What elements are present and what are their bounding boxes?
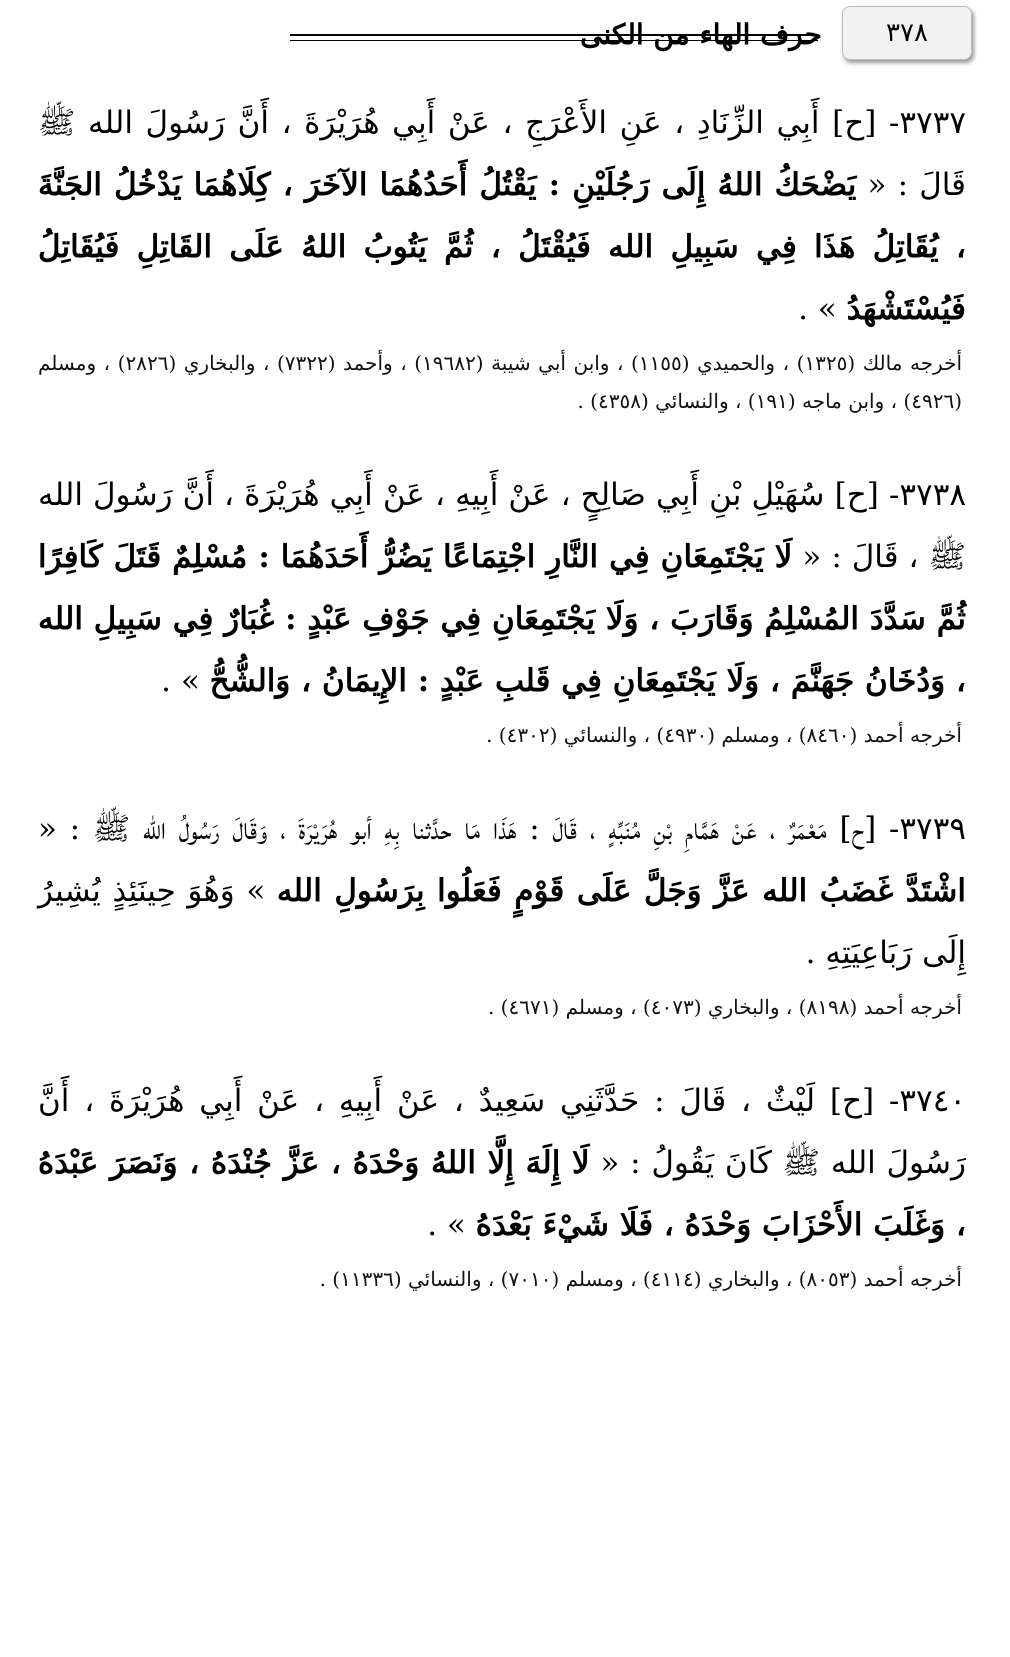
takhrij-note: أخرجه أحمد (٨٤٦٠) ، ومسلم (٤٩٣٠) ، والنسائي (٤٣٠٢) . [486,723,962,747]
hadith-3740 [38,1070,966,1298]
takhrij-note: أخرجه مالك (١٣٢٥) ، والحميدي (١١٥٥) ، وابن أبي شيبة (١٩٦٨٢) ، وأحمد (٧٣٢٢) ، والبخاري (٢٨٢٦) ، ومسلم (٤٩٢٦) ، وابن ماجه (١٩١) ، والنسائي (٤٣٥٨) . [38,351,963,413]
hadith-closing: » وَهُوَ حِينَئِذٍ يُشِيرُ إِلَى رَبَاعِيَتِهِ . [38,873,966,971]
takhrij-note: أخرجه أحمد (٨٠٥٣) ، والبخاري (٤١١٤) ، ومسلم (٧٠١٠) ، والنسائي (١١٣٣٦) . [319,1267,962,1291]
page-number: ٣٧٨ [842,6,972,60]
hadith-3739 [38,798,966,1026]
hadith-matn: لَا إِلَهَ إِلَّا اللهُ وَحْدَهُ ، عَزَّ جُنْدَهُ ، وَنَصَرَ عَبْدَهُ ، وَغَلَبَ الأَحْزَابَ وَحْدَهُ ، فَلَا شَيْءَ بَعْدَهُ [38,1145,966,1243]
takhrij-note: أخرجه أحمد (٨١٩٨) ، والبخاري (٤٠٧٣) ، ومسلم (٤٦٧١) . [487,995,962,1019]
hadith-text [38,92,966,340]
hadith-text [38,798,966,984]
hadith-closing: » . [427,1207,476,1243]
hadith-isnad: ٣٧٣٩- [ح] مَعْمَرٌ ، عَنْ هَمَّامِ بْنِ مُنَبِّهٍ ، قَالَ : هَذَا مَا حدَّثنا بِهِ أبو هُرَيْرَةَ ، وَقَالَ رَسُولُ الله ﷺ : « [38,811,966,847]
hadith-isnad: ٣٧٣٧- [ح] أَبِي الزِّنَادِ ، عَنِ الأَعْرَجِ ، عَنْ أَبِي هُرَيْرَةَ ، أَنَّ رَسُولَ الله ﷺ قَالَ : « [38,105,966,203]
chapter-title: حرف الهاء من الكنى [580,18,822,51]
hadith-3737 [38,92,966,420]
hadith-matn: لَا يَجْتَمِعَانِ فِي النَّارِ اجْتِمَاعًا يَضُرُّ أَحَدَهُمَا : مُسْلِمٌ قَتَلَ كَافِرًا ثُمَّ سَدَّدَ المُسْلِمُ وَقَارَبَ ، وَلَا يَجْتَمِعَانِ فِي جَوْفِ عَبْدٍ : غُبَارٌ فِي سَبِيلِ الله ، وَدُخَانُ جَهَنَّمَ ، وَلَا يَجْتَمِعَانِ فِي قَلبِ عَبْدٍ : الإِيمَانُ ، وَالشُّحُّ [38,539,966,699]
page-body [38,92,966,1312]
hadith-text [38,1070,966,1256]
hadith-matn: اشْتَدَّ غَضَبُ الله عَزَّ وَجَلَّ عَلَى قَوْمٍ فَعَلُوا بِرَسُولِ الله [276,873,966,909]
hadith-isnad: ٣٧٣٨- [ح] سُهَيْلِ بْنِ أَبِي صَالِحٍ ، عَنْ أَبِيهِ ، عَنْ أَبِي هُرَيْرَةَ ، أَنَّ رَسُولَ الله ﷺ ، قَالَ : « [38,477,966,575]
hadith-isnad: ٣٧٤٠- [ح] لَيْثٌ ، قَالَ : حَدَّثَنِي سَعِيدٌ ، عَنْ أَبِيهِ ، عَنْ أَبِي هُرَيْرَةَ ، أَنَّ رَسُولَ الله ﷺ كَانَ يَقُولُ : « [38,1083,967,1181]
hadith-3738 [38,464,966,754]
page-header [0,0,1010,80]
hadith-text [38,464,966,712]
hadith-closing: » . [798,291,847,327]
hadith-closing: » . [161,663,210,699]
hadith-matn: يَضْحَكُ اللهُ إِلَى رَجُلَيْنِ : يَقْتُلُ أَحَدُهُمَا الآخَرَ ، كِلَاهُمَا يَدْخُلُ الجَنَّةَ ، يُقَاتِلُ هَذَا فِي سَبِيلِ الله فَيُقْتَلُ ، ثُمَّ يَتُوبُ اللهُ عَلَى القَاتِلِ فَيُقَاتِلُ فَيُسْتَشْهَدُ [38,167,966,327]
